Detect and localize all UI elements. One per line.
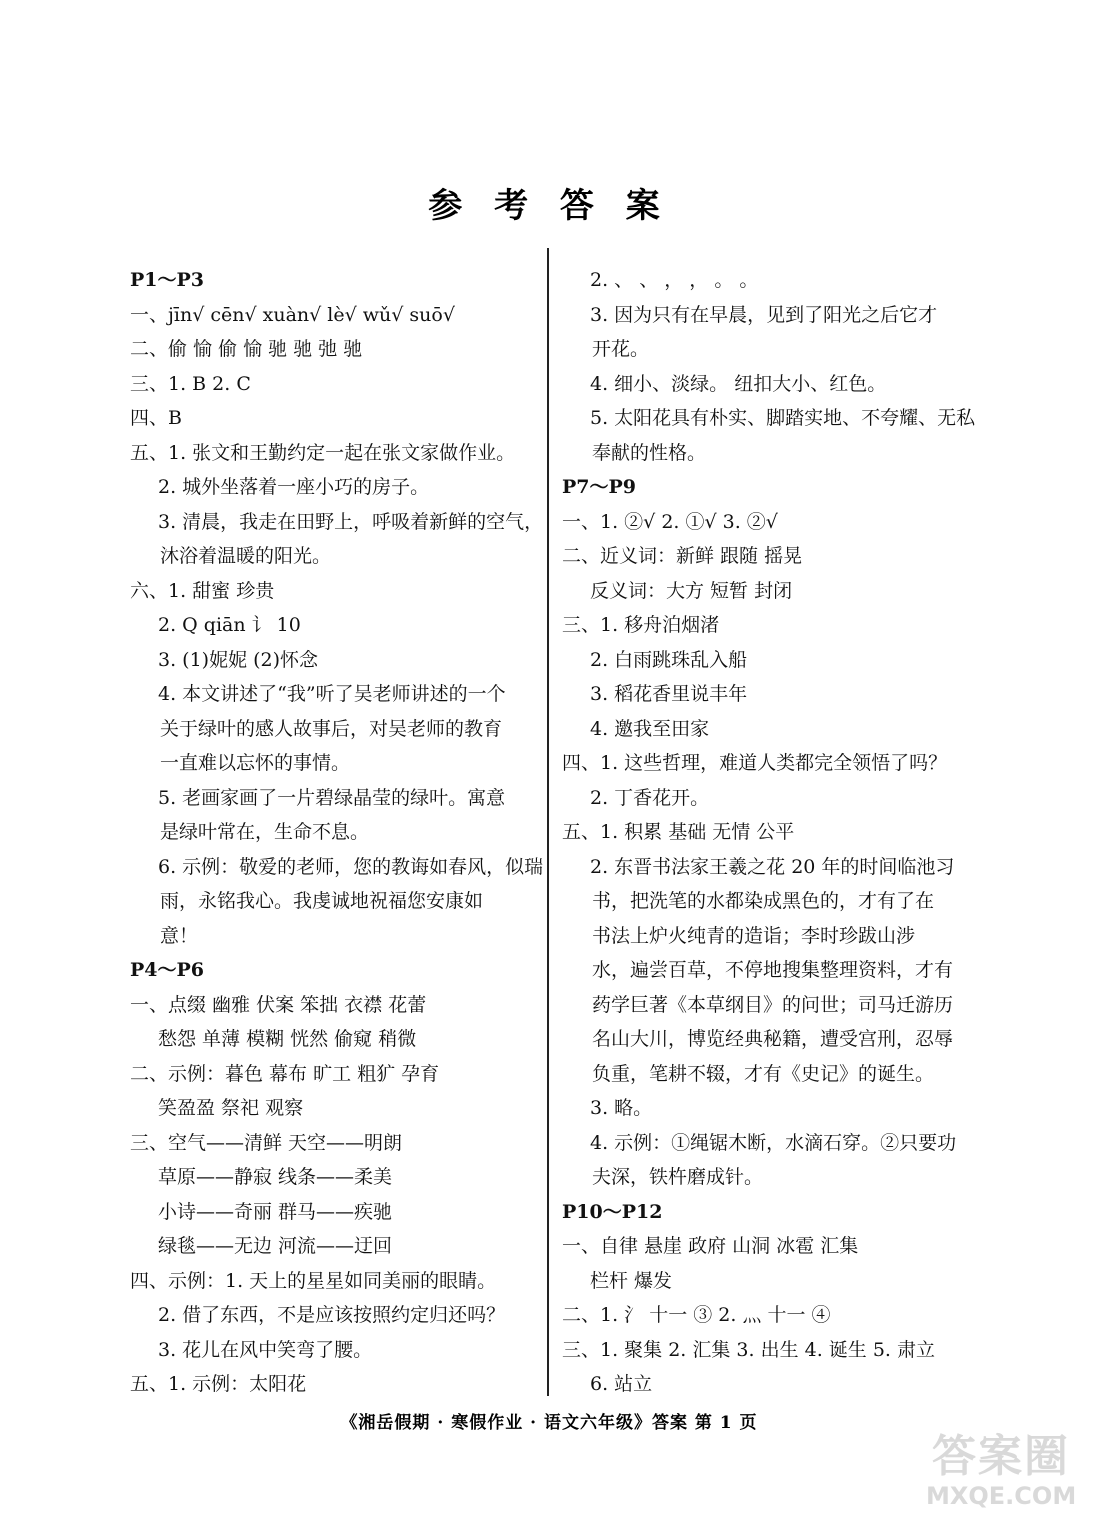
answer-line: 3. 清晨，我走在田野上，呼吸着新鲜的空气， (158, 510, 544, 533)
section-heading: P1～P3 (130, 269, 205, 291)
answer-line: 雨，永铭我心。我虔诚地祝福您安康如 (160, 890, 484, 912)
answer-line: 书，把洗笔的水都染成黑色的，才有了在 (592, 890, 935, 912)
section-heading: P7～P9 (562, 476, 637, 498)
answer-line: 2. 借了东西，不是应该按照约定归还吗？ (158, 1304, 506, 1326)
answer-line: 5. 老画家画了一片碧绿晶莹的绿叶。寓意 (158, 786, 506, 809)
answer-column-left (130, 263, 544, 1402)
answer-line: 药学巨著《本草纲目》的问世；司马迁游历 (592, 993, 954, 1016)
answer-line: 二、1. 氵 十一 ③ 2. 灬 十一 ④ (562, 1304, 831, 1326)
answer-line: 一、1. ②√ 2. ①√ 3. ②√ (562, 510, 778, 533)
answer-line: 名山大川，博览经典秘籍，遭受宫刑，忍辱 (592, 1028, 954, 1050)
answer-line: 笑盈盈 祭祀 观察 (158, 1097, 304, 1119)
answer-line: 三、1. 聚集 2. 汇集 3. 出生 4. 诞生 5. 肃立 (562, 1338, 935, 1361)
answer-line: 开花。 (592, 338, 650, 360)
answer-line: 草原——静寂 线条——柔美 (158, 1166, 393, 1188)
answer-line: 二、近义词：新鲜 跟随 摇晃 (562, 545, 803, 567)
answer-line: 绿毯——无边 河流——迂回 (158, 1235, 393, 1257)
answer-line: 三、1. 移舟泊烟渚 (562, 614, 720, 636)
answer-line: 二、示例：暮色 幕布 旷工 粗犷 孕育 (130, 1062, 440, 1085)
answer-line: 3. 花儿在风中笑弯了腰。 (158, 1338, 373, 1361)
answer-line: 书法上炉火纯青的造诣；李时珍跋山涉 (592, 924, 916, 947)
answer-line: 3. 因为只有在早晨，见到了阳光之后它才 (590, 303, 938, 326)
answer-line: 一、jīn√ cēn√ xuàn√ lè√ wǔ√ suō√ (130, 303, 455, 326)
answer-line: 负重，笔耕不辍，才有《史记》的诞生。 (592, 1062, 935, 1085)
answer-line: 夫深，铁杵磨成针。 (592, 1166, 764, 1188)
answer-line: 4. 本文讲述了“我”听了吴老师讲述的一个 (158, 683, 506, 705)
answer-line: 四、B (130, 407, 182, 429)
answer-line: 小诗——奇丽 群马——疾驰 (158, 1200, 393, 1223)
section-heading: P10～P12 (562, 1200, 663, 1223)
answer-line: 一直难以忘怀的事情。 (160, 752, 351, 774)
answer-line: 6. 站立 (590, 1373, 653, 1395)
section-heading: P4～P6 (130, 959, 205, 981)
answer-line: 2. 、 、 ， ， 。 。 (590, 269, 759, 291)
answer-line: 2. 白雨跳珠乱入船 (590, 648, 748, 671)
answer-line: 栏杆 爆发 (590, 1269, 673, 1292)
answer-line: 2. 城外坐落着一座小巧的房子。 (158, 476, 430, 498)
answer-line: 3. (1)妮妮 (2)怀念 (158, 648, 319, 671)
answer-line: 反义词：大方 短暂 封闭 (590, 579, 793, 602)
answer-line: 六、1. 甜蜜 珍贵 (130, 579, 275, 602)
answer-line: 三、1. B 2. C (130, 372, 251, 395)
watermark-text: 答案圈 (932, 1431, 1070, 1482)
answer-line: 五、1. 示例：太阳花 (130, 1373, 307, 1395)
answer-line: 3. 略。 (590, 1097, 653, 1119)
column-divider (547, 248, 549, 1396)
answer-line: 是绿叶常在，生命不息。 (160, 821, 370, 843)
answer-line: 五、1. 张文和王勤约定一起在张文家做作业。 (130, 441, 516, 464)
answer-line: 关于绿叶的感人故事后，对吴老师的教育 (160, 717, 503, 740)
page-footer: 《湘岳假期 · 寒假作业 · 语文六年级》答案 第 1 页 (340, 1413, 758, 1433)
answer-line: 4. 邀我至田家 (590, 717, 710, 740)
answer-line: 3. 稻花香里说丰年 (590, 683, 748, 705)
answer-line: 三、空气——清鲜 天空——明朗 (130, 1131, 403, 1154)
answer-line: 一、点缀 幽雅 伏案 笨拙 衣襟 花蕾 (130, 993, 427, 1016)
answer-line: 2. 东晋书法家王羲之花 20 年的时间临池习 (590, 855, 955, 878)
answer-line: 意！ (160, 924, 199, 947)
answer-line: 5. 太阳花具有朴实、脚踏实地、不夸耀、无私 (590, 407, 976, 429)
answer-line: 水，遍尝百草，不停地搜集整理资料，才有 (592, 959, 954, 981)
answer-line: 奉献的性格。 (592, 441, 707, 464)
answer-line: 6. 示例：敬爱的老师，您的教诲如春风，似瑞 (158, 855, 544, 878)
answer-line: 2. Q qiān 讠 10 (158, 614, 301, 636)
answer-line: 五、1. 积累 基础 无情 公平 (562, 821, 795, 843)
answer-line: 二、偷 愉 偷 愉 驰 驰 弛 驰 (130, 338, 363, 360)
answer-line: 一、自律 悬崖 政府 山洞 冰雹 汇集 (562, 1235, 859, 1257)
answer-line: 4. 示例：①绳锯木断，水滴石穿。②只要功 (590, 1131, 957, 1154)
answer-column-right (562, 263, 982, 1402)
answer-line: 愁怨 单薄 模糊 恍然 偷窥 稍微 (158, 1028, 417, 1050)
answer-line: 四、示例：1. 天上的星星如同美丽的眼睛。 (130, 1269, 497, 1292)
answer-line: 4. 细小、淡绿。 纽扣大小、红色。 (590, 372, 887, 395)
answer-line: 沐浴着温暖的阳光。 (160, 545, 332, 567)
watermark-site: MXQE.COM (926, 1482, 1077, 1510)
watermark-logo (926, 1420, 1076, 1520)
answer-line: 四、1. 这些哲理，难道人类都完全领悟了吗？ (562, 752, 948, 774)
page-title: 参 考 答 案 (428, 186, 670, 226)
answer-line: 2. 丁香花开。 (590, 786, 710, 809)
